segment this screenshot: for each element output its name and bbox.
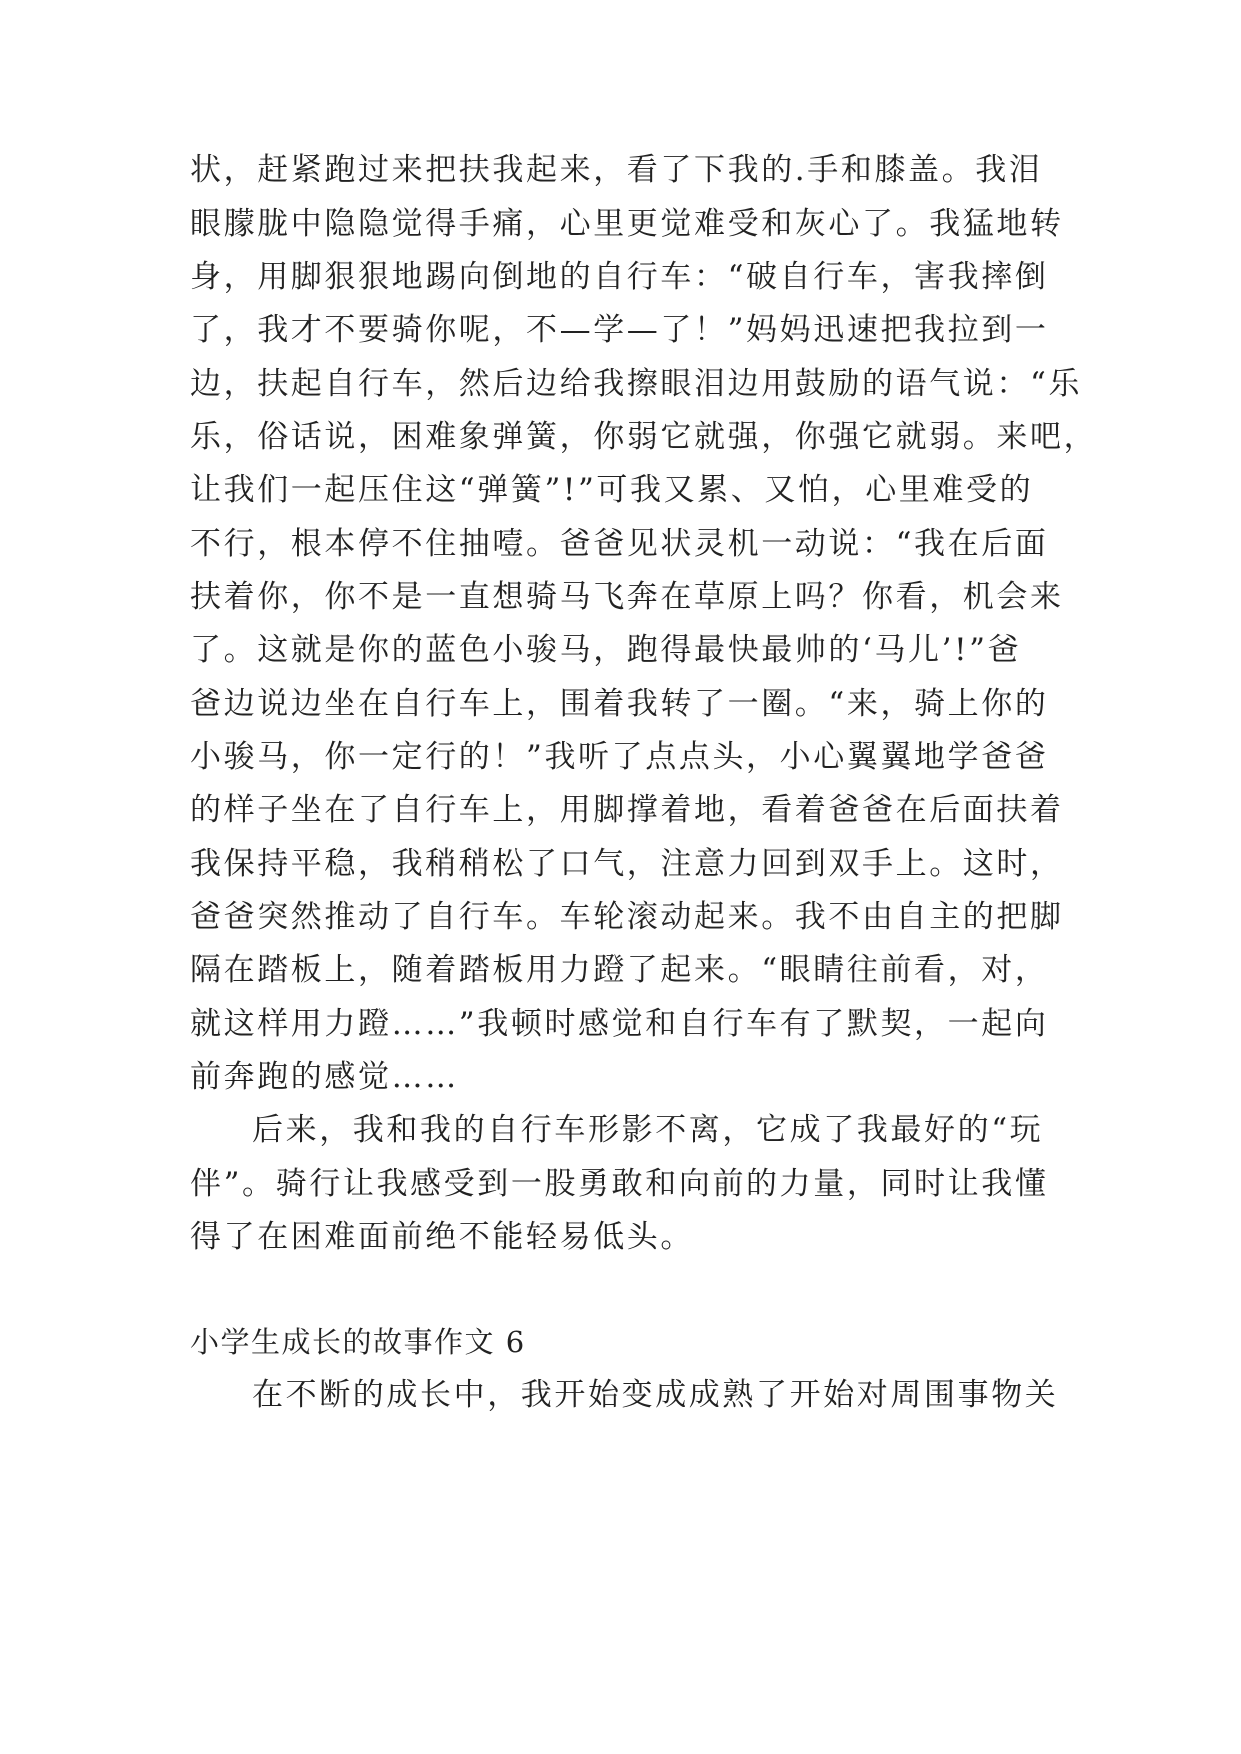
paragraph-line: 身，用脚狠狠地踢向倒地的自行车：“破自行车，害我摔倒 — [190, 259, 1049, 295]
paragraph-line: 就这样用力蹬……”我顿时感觉和自行车有了默契，一起向 — [190, 1006, 1049, 1042]
paragraph-line: 后来，我和我的自行车形影不离，它成了我最好的“玩 — [252, 1112, 1044, 1148]
section-heading: 小学生成长的故事作文 6 — [190, 1325, 526, 1359]
paragraph-line: 不行，根本停不住抽噎。爸爸见状灵机一动说：“我在后面 — [190, 526, 1049, 562]
paragraph-line: 乐，俗话说，困难象弹簧，你弱它就强，你强它就弱。来吧， — [190, 419, 1098, 455]
paragraph-line: 了，我才不要骑你呢，不—学—了！”妈妈迅速把我拉到一 — [190, 312, 1049, 348]
paragraph-line: 前奔跑的感觉…… — [190, 1059, 459, 1095]
paragraph-line: 爸边说边坐在自行车上，围着我转了一圈。“来，骑上你的 — [190, 686, 1049, 722]
paragraph-line: 我保持平稳，我稍稍松了口气，注意力回到双手上。这时， — [190, 846, 1064, 882]
paragraph-line: 爸爸突然推动了自行车。车轮滚动起来。我不由自主的把脚 — [190, 899, 1064, 935]
paragraph-line: 边，扶起自行车，然后边给我擦眼泪边用鼓励的语气说：“乐 — [190, 366, 1083, 402]
paragraph-line: 状，赶紧跑过来把扶我起来，看了下我的.手和膝盖。我泪 — [190, 152, 1043, 188]
paragraph-line: 了。这就是你的蓝色小骏马，跑得最快最帅的‘马儿’!”爸 — [190, 632, 1022, 668]
paragraph-line: 隔在踏板上，随着踏板用力蹬了起来。“眼睛往前看，对， — [190, 952, 1049, 988]
paragraph-line: 得了在困难面前绝不能轻易低头。 — [190, 1219, 694, 1255]
paragraph-line: 伴”。骑行让我感受到一股勇敢和向前的力量，同时让我懂 — [190, 1166, 1049, 1202]
paragraph-line: 眼朦胧中隐隐觉得手痛，心里更觉难受和灰心了。我猛地转 — [190, 206, 1064, 242]
paragraph-line: 的样子坐在了自行车上，用脚撑着地，看着爸爸在后面扶着 — [190, 792, 1064, 828]
paragraph-line: 在不断的成长中，我开始变成成熟了开始对周围事物关 — [252, 1377, 1059, 1413]
paragraph-line: 扶着你，你不是一直想骑马飞奔在草原上吗？你看，机会来 — [190, 579, 1064, 615]
paragraph-line: 小骏马，你一定行的！”我听了点点头，小心翼翼地学爸爸 — [190, 739, 1049, 775]
paragraph-line: 让我们一起压住这“弹簧”!”可我又累、又怕，心里难受的 — [190, 472, 1034, 508]
